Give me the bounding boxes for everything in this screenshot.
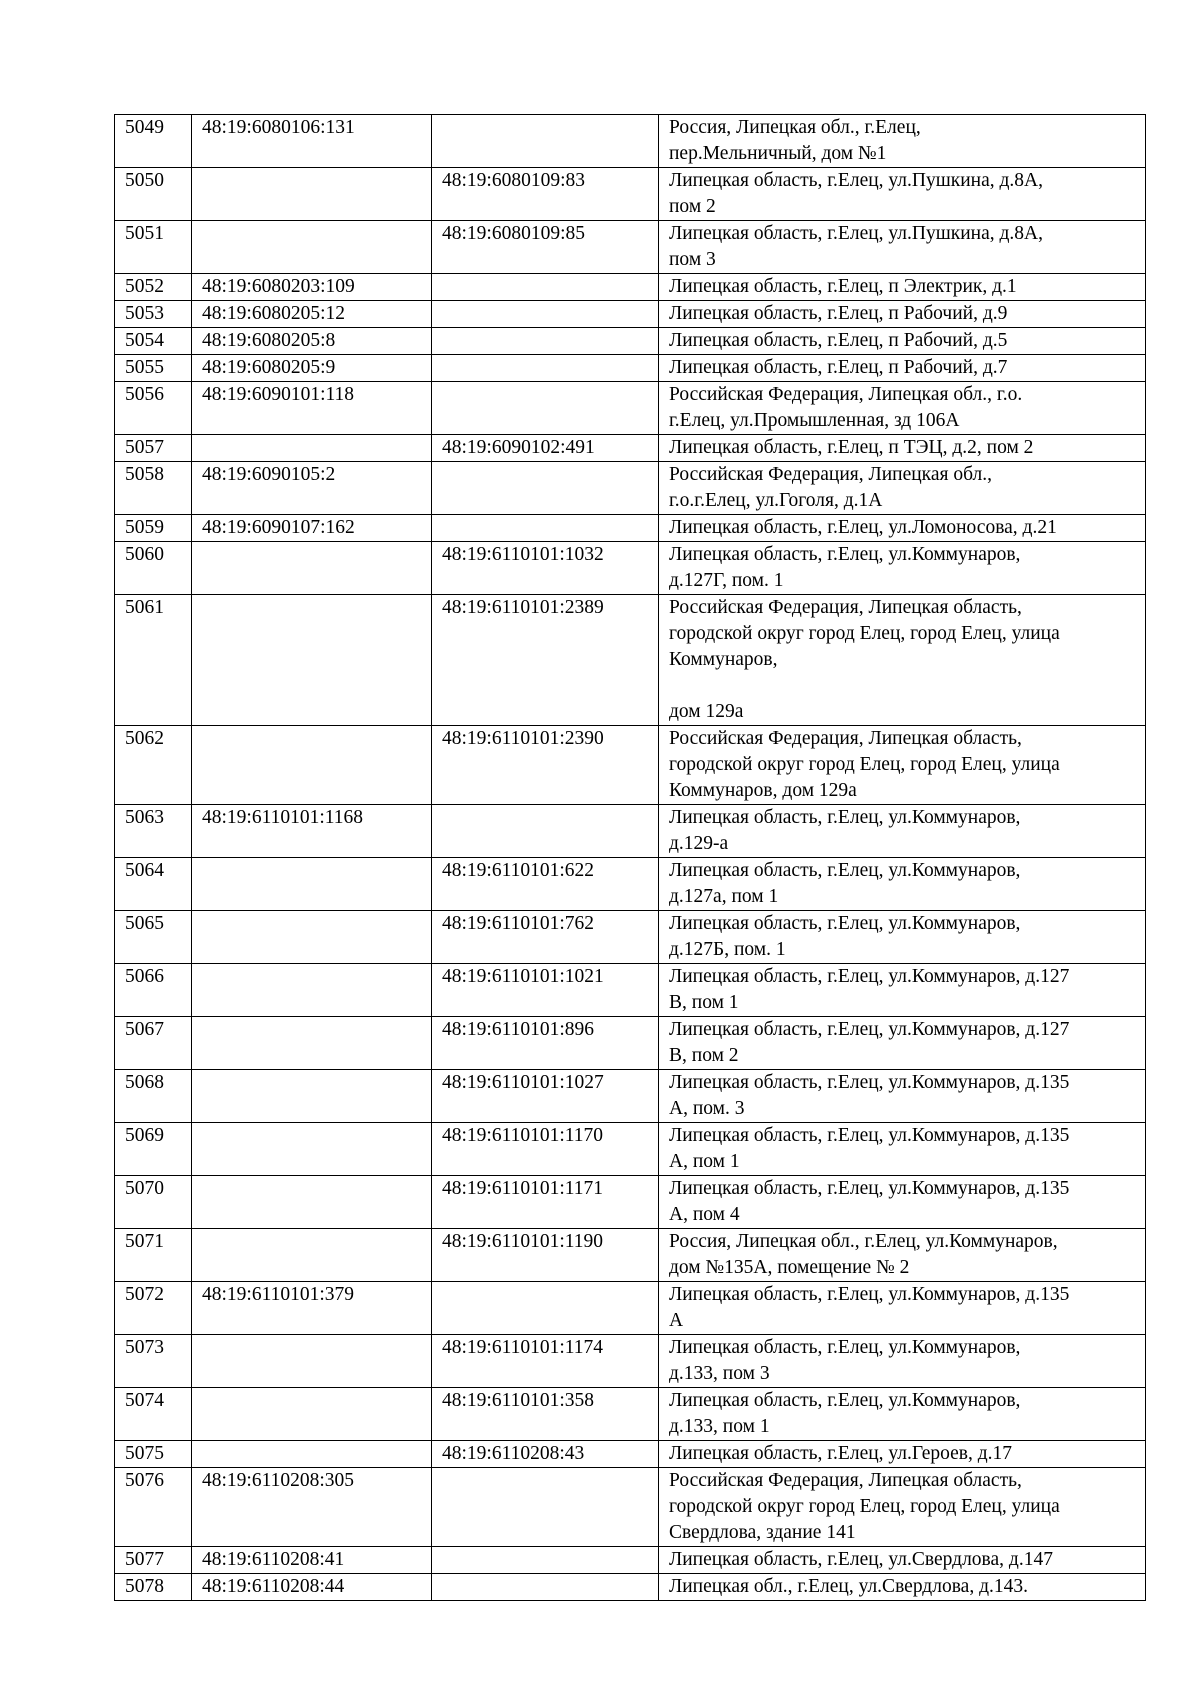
premises-cadastral-number-cell: 48:19:6110101:1171 (432, 1176, 659, 1229)
premises-cadastral-number-cell: 48:19:6110101:1190 (432, 1229, 659, 1282)
row-number-cell: 5061 (115, 595, 192, 726)
address-line: Коммунаров, (669, 649, 778, 670)
premises-cadastral-number-cell: 48:19:6110101:1170 (432, 1123, 659, 1176)
address-cell (659, 435, 1146, 462)
address-line: А (669, 1310, 684, 1331)
address-cell (659, 1070, 1146, 1123)
table-row (115, 964, 1146, 1017)
premises-cadastral-number-cell: 48:19:6110101:358 (432, 1388, 659, 1441)
table-row (115, 1176, 1146, 1229)
premises-cadastral-number-cell (432, 1282, 659, 1335)
cadastral-number-cell (192, 911, 432, 964)
address-cell (659, 515, 1146, 542)
address-cell (659, 805, 1146, 858)
cadastral-number-cell (192, 542, 432, 595)
address-line: пом 2 (669, 196, 716, 217)
address-line: городской округ город Елец, город Елец, улица (669, 1496, 1060, 1517)
row-number-cell: 5065 (115, 911, 192, 964)
table-row (115, 1070, 1146, 1123)
address-cell (659, 1335, 1146, 1388)
table-row (115, 1574, 1146, 1601)
premises-cadastral-number-cell (432, 515, 659, 542)
address-line: дом №135А, помещение № 2 (669, 1257, 910, 1278)
cadastral-number-cell (192, 435, 432, 462)
premises-cadastral-number-cell (432, 115, 659, 168)
address-line: Коммунаров, дом 129а (669, 780, 857, 801)
table-row (115, 301, 1146, 328)
cadastral-number-cell (192, 964, 432, 1017)
table-row (115, 1388, 1146, 1441)
row-number-cell: 5050 (115, 168, 192, 221)
address-cell (659, 595, 1146, 726)
row-number-cell: 5051 (115, 221, 192, 274)
address-line: Липецкая область, г.Елец, п Электрик, д.1 (669, 276, 1017, 297)
row-number-cell: 5070 (115, 1176, 192, 1229)
table-row (115, 274, 1146, 301)
address-line: Липецкая область, г.Елец, п Рабочий, д.7 (669, 357, 1008, 378)
cadastral-number-cell (192, 1388, 432, 1441)
address-cell (659, 1388, 1146, 1441)
address-cell (659, 542, 1146, 595)
cadastral-number-cell: 48:19:6080205:9 (192, 355, 432, 382)
premises-cadastral-number-cell (432, 462, 659, 515)
premises-cadastral-number-cell: 48:19:6080109:85 (432, 221, 659, 274)
address-line: Липецкая область, г.Елец, ул.Коммунаров, д.127 (669, 966, 1070, 987)
premises-cadastral-number-cell (432, 274, 659, 301)
address-line: д.127Б, пом. 1 (669, 939, 786, 960)
address-line: Липецкая область, г.Елец, ул.Коммунаров, д.135 (669, 1125, 1070, 1146)
row-number-cell: 5074 (115, 1388, 192, 1441)
premises-cadastral-number-cell (432, 328, 659, 355)
address-line: городской округ город Елец, город Елец, улица (669, 754, 1060, 775)
premises-cadastral-number-cell (432, 382, 659, 435)
address-line: Липецкая область, г.Елец, ул.Коммунаров, д.135 (669, 1284, 1070, 1305)
address-cell (659, 1468, 1146, 1547)
row-number-cell: 5068 (115, 1070, 192, 1123)
address-line: В, пом 1 (669, 992, 739, 1013)
table-row (115, 858, 1146, 911)
cadastral-number-cell (192, 1176, 432, 1229)
address-cell (659, 726, 1146, 805)
row-number-cell: 5066 (115, 964, 192, 1017)
row-number-cell: 5055 (115, 355, 192, 382)
address-line: Липецкая область, г.Елец, ул.Коммунаров, (669, 1337, 1021, 1358)
address-line: Липецкая область, г.Елец, ул.Героев, д.17 (669, 1443, 1013, 1464)
row-number-cell: 5053 (115, 301, 192, 328)
premises-cadastral-number-cell: 48:19:6090102:491 (432, 435, 659, 462)
premises-cadastral-number-cell: 48:19:6110101:1027 (432, 1070, 659, 1123)
address-line: Липецкая область, г.Елец, п Рабочий, д.5 (669, 330, 1008, 351)
table-row (115, 515, 1146, 542)
address-cell (659, 355, 1146, 382)
table-row (115, 1335, 1146, 1388)
address-line: Россия, Липецкая обл., г.Елец, ул.Коммунаров, (669, 1231, 1058, 1252)
row-number-cell: 5058 (115, 462, 192, 515)
cadastral-number-cell: 48:19:6110208:41 (192, 1547, 432, 1574)
address-line: д.127Г, пом. 1 (669, 570, 784, 591)
registry-body (115, 115, 1146, 1601)
address-line: Липецкая область, г.Елец, ул.Коммунаров, (669, 1390, 1021, 1411)
address-line: д.133, пом 1 (669, 1416, 770, 1437)
address-line: Липецкая область, г.Елец, п ТЭЦ, д.2, пом 2 (669, 437, 1034, 458)
cadastral-number-cell (192, 1070, 432, 1123)
premises-cadastral-number-cell: 48:19:6110101:1021 (432, 964, 659, 1017)
premises-cadastral-number-cell: 48:19:6110101:1174 (432, 1335, 659, 1388)
address-line: Липецкая обл., г.Елец, ул.Свердлова, д.143. (669, 1576, 1028, 1597)
row-number-cell: 5075 (115, 1441, 192, 1468)
address-cell (659, 221, 1146, 274)
row-number-cell: 5069 (115, 1123, 192, 1176)
address-line: Липецкая область, г.Елец, ул.Коммунаров, (669, 544, 1021, 565)
address-line: д.133, пом 3 (669, 1363, 770, 1384)
cadastral-number-cell (192, 1017, 432, 1070)
premises-cadastral-number-cell: 48:19:6110101:2389 (432, 595, 659, 726)
cadastral-number-cell: 48:19:6090101:118 (192, 382, 432, 435)
cadastral-number-cell: 48:19:6110208:305 (192, 1468, 432, 1547)
address-line: пер.Мельничный, дом №1 (669, 143, 887, 164)
cadastral-number-cell (192, 221, 432, 274)
premises-cadastral-number-cell (432, 301, 659, 328)
row-number-cell: 5077 (115, 1547, 192, 1574)
address-cell (659, 1441, 1146, 1468)
address-cell (659, 1017, 1146, 1070)
address-cell (659, 301, 1146, 328)
table-row (115, 435, 1146, 462)
address-line: Российская Федерация, Липецкая область, (669, 1470, 1022, 1491)
address-line: Российская Федерация, Липецкая область, (669, 728, 1022, 749)
premises-cadastral-number-cell (432, 1468, 659, 1547)
address-cell (659, 1574, 1146, 1601)
premises-cadastral-number-cell (432, 805, 659, 858)
cadastral-number-cell: 48:19:6080203:109 (192, 274, 432, 301)
address-cell (659, 462, 1146, 515)
address-line: городской округ город Елец, город Елец, улица (669, 623, 1060, 644)
table-row (115, 1017, 1146, 1070)
address-cell (659, 168, 1146, 221)
cadastral-number-cell: 48:19:6080205:12 (192, 301, 432, 328)
premises-cadastral-number-cell: 48:19:6110101:762 (432, 911, 659, 964)
address-line (669, 673, 1141, 699)
address-line: А, пом. 3 (669, 1098, 745, 1119)
table-row (115, 805, 1146, 858)
address-line: Российская Федерация, Липецкая обл., г.о. (669, 384, 1023, 405)
address-cell (659, 1176, 1146, 1229)
row-number-cell: 5064 (115, 858, 192, 911)
row-number-cell: 5057 (115, 435, 192, 462)
cadastral-number-cell (192, 726, 432, 805)
row-number-cell: 5052 (115, 274, 192, 301)
row-number-cell: 5071 (115, 1229, 192, 1282)
address-line: дом 129а (669, 701, 744, 722)
address-cell (659, 911, 1146, 964)
address-line: Липецкая область, г.Елец, ул.Ломоносова, д.21 (669, 517, 1057, 538)
premises-cadastral-number-cell: 48:19:6080109:83 (432, 168, 659, 221)
address-line: д.127а, пом 1 (669, 886, 779, 907)
table-row (115, 1441, 1146, 1468)
premises-cadastral-number-cell (432, 355, 659, 382)
table-row (115, 726, 1146, 805)
address-cell (659, 382, 1146, 435)
row-number-cell: 5060 (115, 542, 192, 595)
cadastral-number-cell (192, 1441, 432, 1468)
address-cell (659, 1123, 1146, 1176)
row-number-cell: 5072 (115, 1282, 192, 1335)
address-cell (659, 858, 1146, 911)
table-row (115, 1468, 1146, 1547)
cadastral-number-cell: 48:19:6110101:379 (192, 1282, 432, 1335)
row-number-cell: 5063 (115, 805, 192, 858)
premises-cadastral-number-cell: 48:19:6110101:1032 (432, 542, 659, 595)
address-line: А, пом 1 (669, 1151, 740, 1172)
table-row (115, 542, 1146, 595)
address-line: Липецкая область, г.Елец, п Рабочий, д.9 (669, 303, 1008, 324)
address-line: Россия, Липецкая обл., г.Елец, (669, 117, 921, 138)
premises-cadastral-number-cell: 48:19:6110101:622 (432, 858, 659, 911)
address-line: В, пом 2 (669, 1045, 739, 1066)
row-number-cell: 5049 (115, 115, 192, 168)
table-row (115, 382, 1146, 435)
address-line: Липецкая область, г.Елец, ул.Пушкина, д.8А, (669, 223, 1044, 244)
address-line: Российская Федерация, Липецкая область, (669, 597, 1022, 618)
table-row (115, 1229, 1146, 1282)
cadastral-number-cell (192, 1335, 432, 1388)
address-cell (659, 328, 1146, 355)
address-line: Липецкая область, г.Елец, ул.Коммунаров, д.135 (669, 1178, 1070, 1199)
address-line: г.о.г.Елец, ул.Гоголя, д.1А (669, 490, 883, 511)
property-registry-table (114, 114, 1146, 1601)
cadastral-number-cell (192, 595, 432, 726)
cadastral-number-cell: 48:19:6080106:131 (192, 115, 432, 168)
table-row (115, 221, 1146, 274)
cadastral-number-cell: 48:19:6080205:8 (192, 328, 432, 355)
premises-cadastral-number-cell: 48:19:6110208:43 (432, 1441, 659, 1468)
cadastral-number-cell: 48:19:6090105:2 (192, 462, 432, 515)
premises-cadastral-number-cell (432, 1547, 659, 1574)
address-line: пом 3 (669, 249, 716, 270)
address-line: Липецкая область, г.Елец, ул.Пушкина, д.8А, (669, 170, 1044, 191)
cadastral-number-cell: 48:19:6090107:162 (192, 515, 432, 542)
row-number-cell: 5067 (115, 1017, 192, 1070)
table-row (115, 168, 1146, 221)
table-row (115, 115, 1146, 168)
premises-cadastral-number-cell (432, 1574, 659, 1601)
address-line: Липецкая область, г.Елец, ул.Коммунаров, д.127 (669, 1019, 1070, 1040)
table-row (115, 595, 1146, 726)
address-line: д.129-а (669, 833, 729, 854)
table-row (115, 462, 1146, 515)
address-cell (659, 274, 1146, 301)
address-cell (659, 115, 1146, 168)
address-cell (659, 964, 1146, 1017)
row-number-cell: 5059 (115, 515, 192, 542)
row-number-cell: 5054 (115, 328, 192, 355)
address-line: Липецкая область, г.Елец, ул.Коммунаров, (669, 807, 1021, 828)
table-row (115, 1123, 1146, 1176)
address-line: Липецкая область, г.Елец, ул.Коммунаров, (669, 913, 1021, 934)
address-cell (659, 1229, 1146, 1282)
row-number-cell: 5076 (115, 1468, 192, 1547)
cadastral-number-cell (192, 168, 432, 221)
table-row (115, 1282, 1146, 1335)
address-line: г.Елец, ул.Промышленная, зд 106А (669, 410, 960, 431)
address-line: Липецкая область, г.Елец, ул.Свердлова, д.147 (669, 1549, 1053, 1570)
cadastral-number-cell (192, 1123, 432, 1176)
address-line: Российская Федерация, Липецкая обл., (669, 464, 993, 485)
address-line: Свердлова, здание 141 (669, 1522, 856, 1543)
row-number-cell: 5073 (115, 1335, 192, 1388)
cadastral-number-cell (192, 1229, 432, 1282)
table-row (115, 911, 1146, 964)
row-number-cell: 5056 (115, 382, 192, 435)
cadastral-number-cell: 48:19:6110208:44 (192, 1574, 432, 1601)
table-row (115, 355, 1146, 382)
address-line: А, пом 4 (669, 1204, 740, 1225)
address-line: Липецкая область, г.Елец, ул.Коммунаров, д.135 (669, 1072, 1070, 1093)
address-cell (659, 1547, 1146, 1574)
cadastral-number-cell (192, 858, 432, 911)
address-cell (659, 1282, 1146, 1335)
table-row (115, 1547, 1146, 1574)
premises-cadastral-number-cell: 48:19:6110101:896 (432, 1017, 659, 1070)
row-number-cell: 5062 (115, 726, 192, 805)
premises-cadastral-number-cell: 48:19:6110101:2390 (432, 726, 659, 805)
cadastral-number-cell: 48:19:6110101:1168 (192, 805, 432, 858)
address-line: Липецкая область, г.Елец, ул.Коммунаров, (669, 860, 1021, 881)
table-row (115, 328, 1146, 355)
row-number-cell: 5078 (115, 1574, 192, 1601)
